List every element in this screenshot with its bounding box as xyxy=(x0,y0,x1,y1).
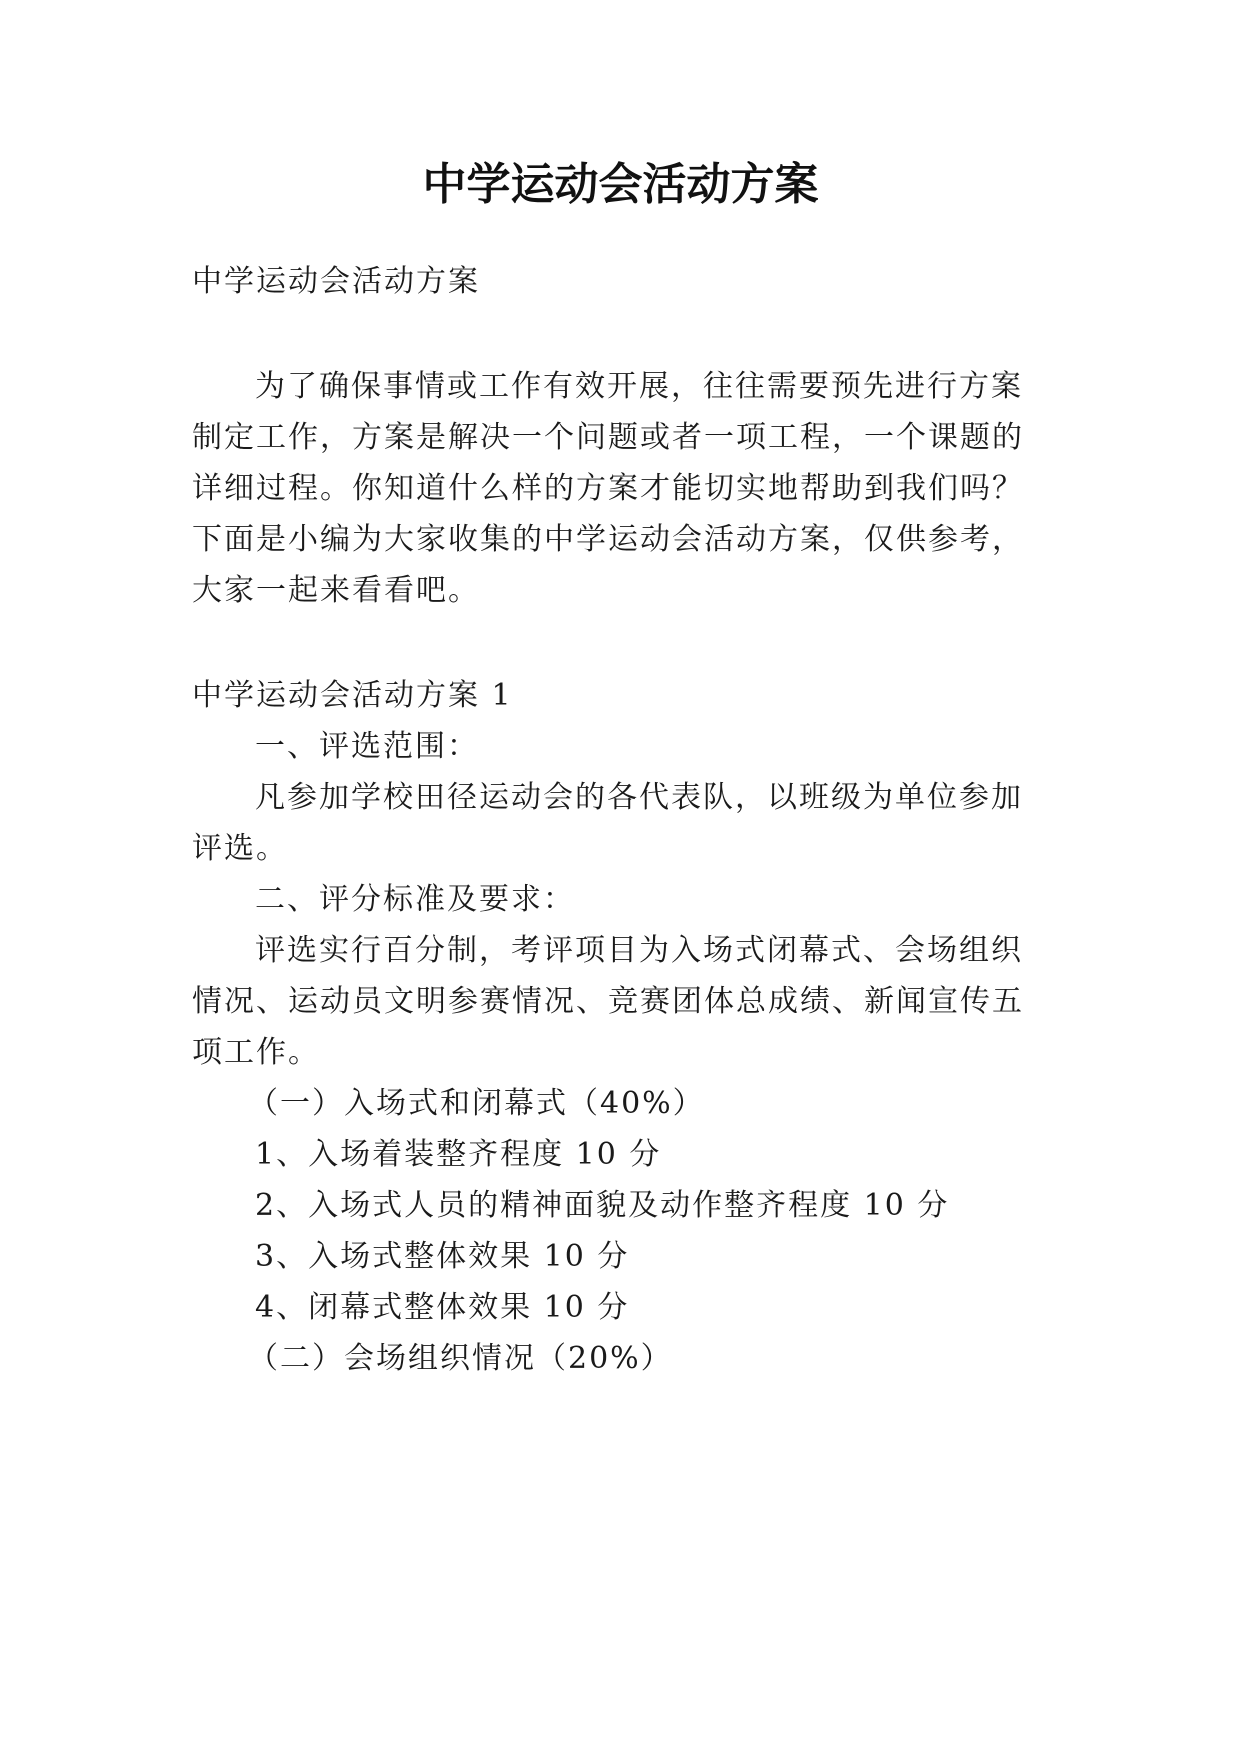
criteria-line-1: 评选实行百分制，考评项目为入场式闭幕式、会场组织 xyxy=(255,933,1023,968)
criteria-line-2: 情况、运动员文明参赛情况、竞赛团体总成绩、新闻宣传五 xyxy=(192,984,1024,1019)
intro-line-1: 为了确保事情或工作有效开展，往往需要预先进行方案 xyxy=(255,369,1023,404)
part-1-item-3: 3、入场式整体效果 10 分 xyxy=(255,1239,630,1274)
criteria-heading: 二、评分标准及要求： xyxy=(255,882,575,917)
part-2-heading: （二）会场组织情况（20%） xyxy=(248,1341,673,1376)
scope-heading: 一、评选范围： xyxy=(255,729,479,764)
part-1-item-4: 4、闭幕式整体效果 10 分 xyxy=(255,1290,630,1325)
part-1-heading: （一）入场式和闭幕式（40%） xyxy=(248,1086,705,1121)
intro-line-4: 下面是小编为大家收集的中学运动会活动方案，仅供参考， xyxy=(192,522,1024,557)
intro-line-5: 大家一起来看看吧。 xyxy=(192,573,480,608)
section-1-title: 中学运动会活动方案 1 xyxy=(192,678,513,713)
intro-line-2: 制定工作，方案是解决一个问题或者一项工程，一个课题的 xyxy=(192,420,1024,455)
part-1-item-1: 1、入场着装整齐程度 10 分 xyxy=(255,1137,662,1172)
scope-line-1: 凡参加学校田径运动会的各代表队，以班级为单位参加 xyxy=(255,780,1023,815)
document-title: 中学运动会活动方案 xyxy=(422,159,819,210)
scope-line-2: 评选。 xyxy=(192,831,288,866)
intro-line-3: 详细过程。你知道什么样的方案才能切实地帮助到我们吗？ xyxy=(192,471,1024,506)
part-1-item-2: 2、入场式人员的精神面貌及动作整齐程度 10 分 xyxy=(255,1188,950,1223)
criteria-line-3: 项工作。 xyxy=(192,1035,320,1070)
document-subtitle: 中学运动会活动方案 xyxy=(192,264,480,299)
